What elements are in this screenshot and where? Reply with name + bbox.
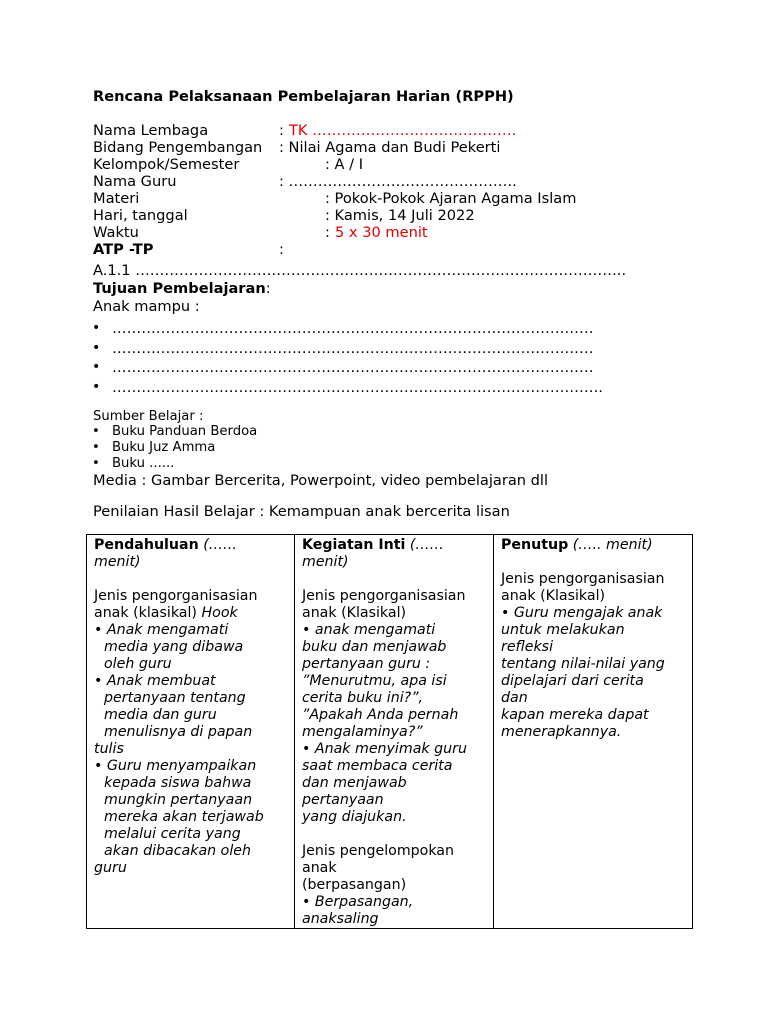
tujuan-item-4: ……………………………………………………………………………………….. [112,379,603,396]
penutup-line: dan [501,690,528,706]
activity-table [86,534,693,929]
penutup-line: refleksi [501,639,554,655]
pendahuluan-line: melalui cerita yang [104,826,241,842]
kegiatan-inti-heading: Kegiatan Inti [302,537,406,553]
sumber-label: Sumber Belajar : [93,409,204,424]
kegiatan-inti-time: (…… [405,537,444,553]
penutup-line: untuk melakukan [501,622,625,638]
guru-value: : ……………………………………….. [279,173,517,190]
pendahuluan-line: kepada siswa bahwa [104,775,252,791]
pendahuluan-time-cont: menit) [94,554,141,570]
pendahuluan-line: menulisnya di papan [104,724,253,740]
bidang-value: : Nilai Agama dan Budi Pekerti [279,139,501,156]
pendahuluan-cell [87,535,295,929]
pendahuluan-org-1: Jenis pengorganisasian [94,588,258,604]
kegiatan-inti-grp-2: anak [302,860,337,876]
pendahuluan-line: • Guru menyampaikan [94,758,257,774]
kegiatan-inti-line: • anak mengamati [302,622,436,638]
sumber-item-1: Buku Panduan Berdoa [112,424,258,439]
kegiatan-inti-time-cont: menit) [302,554,349,570]
tujuan-colon: : [265,280,271,297]
kegiatan-inti-line: buku dan menjawab [302,639,447,655]
bullet-icon: • [92,320,101,336]
penutup-org-1: Jenis pengorganisasian [501,571,665,587]
penutup-org-2: anak (Klasikal) [501,588,606,604]
bullet-icon: • [92,456,100,471]
pendahuluan-line: • Anak membuat [94,673,216,689]
penilaian-line: Penilaian Hasil Belajar : Kemampuan anak bercerita lisan [93,503,510,520]
pendahuluan-line: oleh guru [104,656,172,672]
kegiatan-inti-org-1: Jenis pengorganisasian [302,588,466,604]
bullet-icon: • [92,379,101,395]
nama-lembaga-label: Nama Lembaga [93,122,209,139]
materi-label: Materi [93,190,140,207]
kegiatan-inti-line: ”Menurutmu, apa isi [302,673,447,689]
hari-label: Hari, tanggal [93,207,188,224]
sumber-item-3: Buku ...... [112,456,175,471]
pendahuluan-line: tulis [94,741,124,757]
bullet-icon: • [92,359,101,375]
penutup-line: dipelajari dari cerita [501,673,644,689]
bullet-icon: • [92,340,101,356]
atp-value: A.1.1 ……………………………………………………………………………………….. [93,262,627,279]
kelompok-value: : A / I [325,156,364,173]
bullet-icon: • [92,424,100,439]
penutup-cell [494,535,693,929]
kegiatan-inti-line: dan menjawab [302,775,407,791]
pendahuluan-org-2: anak (klasikal) [94,605,202,621]
guru-label: Nama Guru [93,173,177,190]
hari-value: : Kamis, 14 Juli 2022 [325,207,475,224]
kegiatan-inti-line: • Berpasangan, [302,894,414,910]
media-line: Media : Gambar Bercerita, Powerpoint, video pembelajaran dll [93,472,549,489]
penutup-line: • Guru mengajak anak [501,605,663,621]
tujuan-intro: Anak mampu : [93,298,200,315]
penutup-line: tentang nilai-nilai yang [501,656,665,672]
pendahuluan-line: • Anak mengamati [94,622,229,638]
kegiatan-inti-line: pertanyaan [302,792,384,808]
nama-lembaga-value: TK …………………………………… [289,122,517,139]
bullet-icon: • [92,440,100,455]
bidang-label: Bidang Pengembangan [93,139,263,156]
kegiatan-inti-line: mengalaminya?” [302,724,423,740]
atp-label: ATP -TP [93,241,154,258]
kegiatan-inti-grp-3: (berpasangan) [302,877,407,893]
materi-value: : Pokok-Pokok Ajaran Agama Islam [325,190,577,207]
pendahuluan-hook: Hook [201,605,238,621]
waktu-value: 5 x 30 menit [335,224,428,241]
kegiatan-inti-line: saat membaca cerita [302,758,453,774]
pendahuluan-line: mungkin pertanyaan [104,792,253,808]
kegiatan-inti-grp-1: Jenis pengelompokan [302,843,454,859]
pendahuluan-time: (…… [198,537,238,553]
kegiatan-inti-line: ”Apakah Anda pernah [302,707,459,723]
pendahuluan-line: guru [94,860,127,876]
tujuan-item-1: ……………………………………………………………………………………… [112,320,594,337]
kegiatan-inti-line: yang diajukan. [302,809,407,825]
penutup-line: menerapkannya. [501,724,622,740]
pendahuluan-line: mereka akan terjawab [104,809,264,825]
sumber-item-2: Buku Juz Amma [112,440,216,455]
waktu-label: Waktu [93,224,139,241]
pendahuluan-line: akan dibacakan oleh [104,843,252,859]
tujuan-item-3: ……………………………………………………………………………………… [112,359,594,376]
penutup-heading: Penutup [501,537,569,553]
kegiatan-inti-line: pertanyaan guru : [302,656,431,672]
pendahuluan-heading: Pendahuluan [94,537,199,553]
nama-lembaga-colon: : [279,122,284,139]
kegiatan-inti-line: cerita buku ini?”, [302,690,424,706]
kegiatan-inti-line: anaksaling [302,911,379,927]
pendahuluan-line: pertanyaan tentang [104,690,246,706]
kegiatan-inti-org-2: anak (Klasikal) [302,605,407,621]
pendahuluan-line: media yang dibawa [104,639,244,655]
penutup-time: (….. menit) [568,537,653,553]
penutup-line: kapan mereka dapat [501,707,649,723]
pendahuluan-line: media dan guru [104,707,217,723]
document-title: Rencana Pelaksanaan Pembelajaran Harian (RPPH) [93,88,514,105]
tujuan-heading [93,280,271,297]
kelompok-label: Kelompok/Semester [93,156,240,173]
tujuan-label: Tujuan Pembelajaran [93,280,266,297]
atp-colon: : [279,241,284,258]
kegiatan-inti-cell [295,535,494,929]
waktu-colon: : [325,224,330,241]
kegiatan-inti-line: • Anak menyimak guru [302,741,467,757]
tujuan-item-2: ……………………………………………………………………………………… [112,340,594,357]
